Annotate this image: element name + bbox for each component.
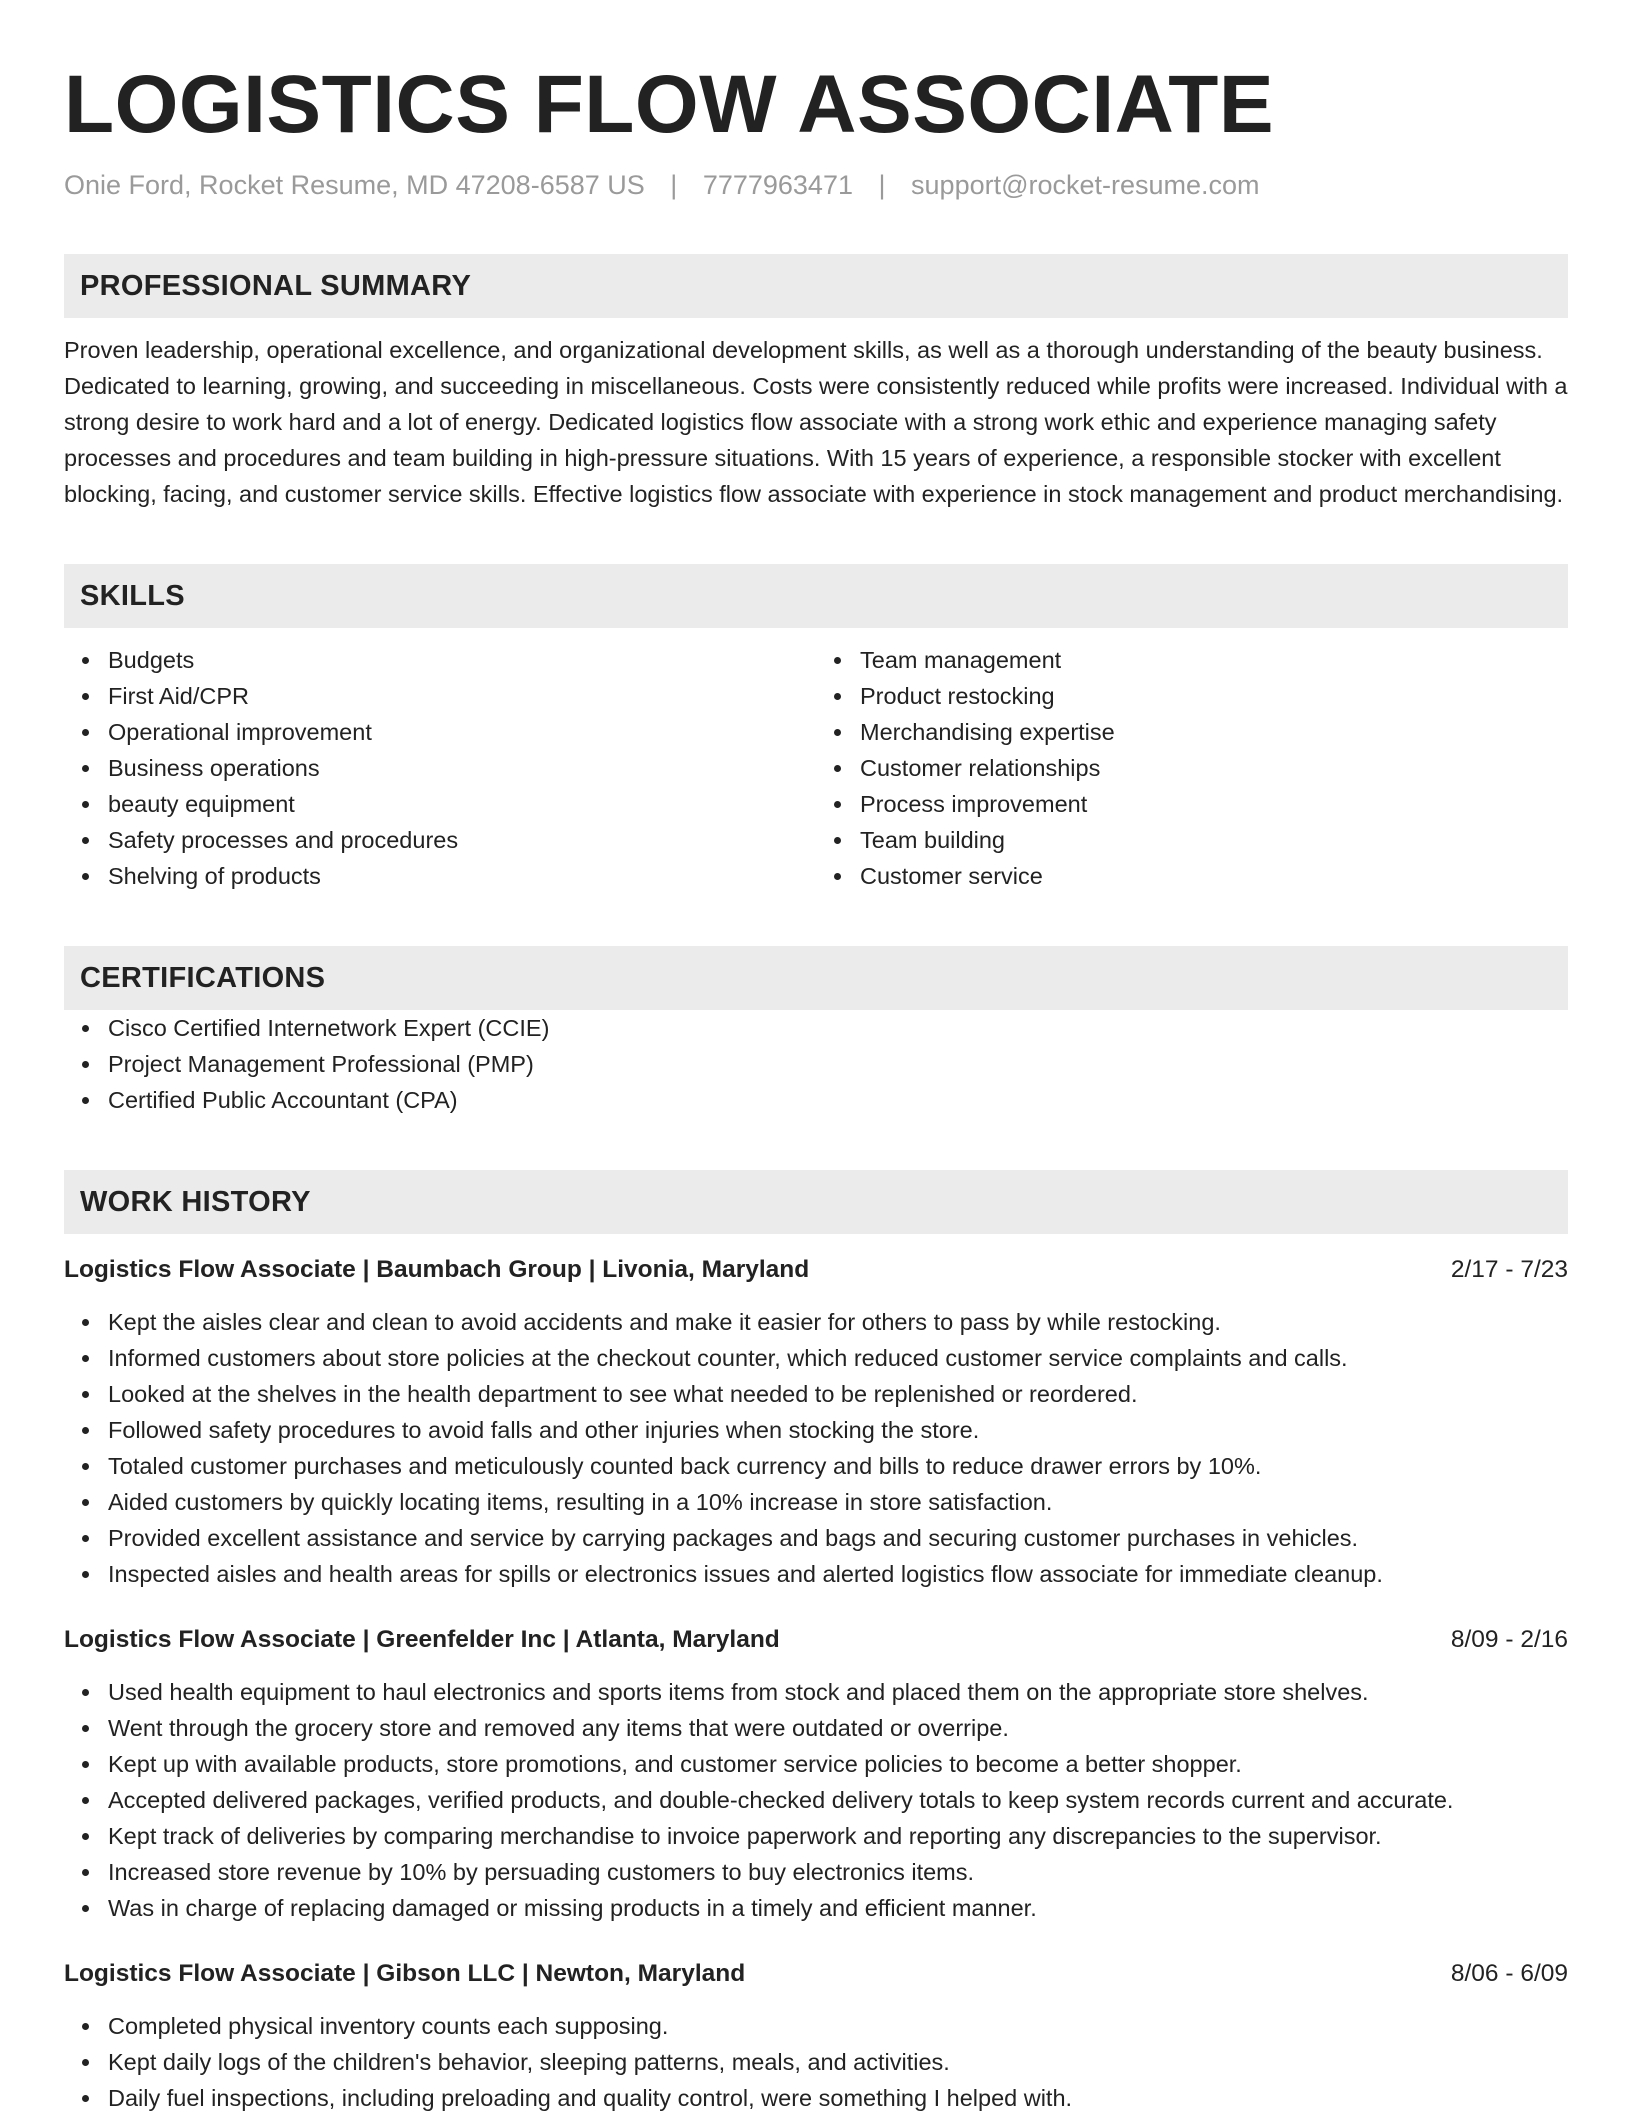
skill-item: beauty equipment <box>108 786 816 822</box>
job-bullet: Informed customers about store policies at the checkout counter, which reduced customer service complaints and calls. <box>108 1340 1568 1376</box>
job-title: Logistics Flow Associate | Baumbach Group | Livonia, Maryland <box>64 1256 810 1283</box>
job-header <box>64 1252 1568 1288</box>
work-history-section-header <box>64 1170 1568 1234</box>
summary-heading: PROFESSIONAL SUMMARY <box>80 269 472 302</box>
skill-item: Team management <box>860 642 1568 678</box>
skill-item: Process improvement <box>860 786 1568 822</box>
job-bullet: Kept up with available products, store promotions, and customer service policies to become a better shopper. <box>108 1746 1568 1782</box>
job-bullet: Kept daily logs of the children's behavior, sleeping patterns, meals, and activities. <box>108 2044 1568 2080</box>
skills-grid <box>64 642 1568 894</box>
skills-list-right <box>816 642 1568 894</box>
certification-item: Certified Public Accountant (CPA) <box>108 1082 1568 1118</box>
skill-item: Shelving of products <box>108 858 816 894</box>
job-header <box>64 1956 1568 1992</box>
job-bullet: Kept the aisles clear and clean to avoid accidents and make it easier for others to pass by while restocking. <box>108 1304 1568 1340</box>
skill-item: Business operations <box>108 750 816 786</box>
skill-item: Customer relationships <box>860 750 1568 786</box>
work-history-heading: WORK HISTORY <box>80 1185 311 1218</box>
skill-item: Safety processes and procedures <box>108 822 816 858</box>
contact-separator: | <box>878 170 886 200</box>
job-bullets <box>64 1304 1568 1592</box>
job-bullets <box>64 1674 1568 1926</box>
skill-item: First Aid/CPR <box>108 678 816 714</box>
job-bullet: Accepted delivered packages, verified products, and double-checked delivery totals to keep system records current and accurate. <box>108 1782 1568 1818</box>
summary-section-header <box>64 254 1568 318</box>
skills-section-header <box>64 564 1568 628</box>
resume-title: LOGISTICS FLOW ASSOCIATE <box>64 59 1275 150</box>
job-bullet: Completed physical inventory counts each supposing. <box>108 2008 1568 2044</box>
skill-item: Operational improvement <box>108 714 816 750</box>
job-dates: 8/06 - 6/09 <box>1450 1960 1568 1987</box>
job-bullet: Went through the grocery store and removed any items that were outdated or overripe. <box>108 1710 1568 1746</box>
contact-separator: | <box>670 170 678 200</box>
contact-address: Onie Ford, Rocket Resume, MD 47208-6587 US <box>64 170 645 200</box>
job-bullets <box>64 2008 1568 2116</box>
job-bullet: Inspected aisles and health areas for spills or electronics issues and alerted logistics flow associate for immediate cleanup. <box>108 1556 1568 1592</box>
job-bullet: Aided customers by quickly locating items, resulting in a 10% increase in store satisfaction. <box>108 1484 1568 1520</box>
job-bullet: Increased store revenue by 10% by persuading customers to buy electronics items. <box>108 1854 1568 1890</box>
job-bullet: Totaled customer purchases and meticulously counted back currency and bills to reduce drawer errors by 10%. <box>108 1448 1568 1484</box>
certifications-heading: CERTIFICATIONS <box>80 961 326 994</box>
job-entry <box>64 1252 1568 1592</box>
job-header <box>64 1622 1568 1658</box>
contact-line <box>64 168 1568 202</box>
skill-item: Team building <box>860 822 1568 858</box>
job-bullet: Was in charge of replacing damaged or missing products in a timely and efficient manner. <box>108 1890 1568 1926</box>
summary-text: Proven leadership, operational excellence, and organizational development skills, as well as a thorough understanding of the beauty business. Dedicated to learning, growing, and succeeding in miscellaneous. Costs were consistently reduced while profits were increased. Individual with a strong desire to work hard and a lot of energy. Dedicated logistics flow associate with a strong work ethic and experience managing safety processes and procedures and team building in high-pressure situations. With 15 years of experience, a responsible stocker with excellent blocking, facing, and customer service skills. Effective logistics flow associate with experience in stock management and product merchandising. <box>64 337 1568 507</box>
contact-email: support@rocket-resume.com <box>911 170 1260 200</box>
job-bullet: Daily fuel inspections, including preloading and quality control, were something I helped with. <box>108 2080 1568 2116</box>
contact-phone: 7777963471 <box>702 170 853 200</box>
job-bullet: Kept track of deliveries by comparing merchandise to invoice paperwork and reporting any discrepancies to the supervisor. <box>108 1818 1568 1854</box>
certifications-section-header <box>64 946 1568 1010</box>
job-title: Logistics Flow Associate | Greenfelder Inc | Atlanta, Maryland <box>64 1626 780 1653</box>
job-bullet: Followed safety procedures to avoid falls and other injuries when stocking the store. <box>108 1412 1568 1448</box>
skills-heading: SKILLS <box>80 579 185 612</box>
certifications-list <box>64 1010 1568 1118</box>
job-title: Logistics Flow Associate | Gibson LLC | Newton, Maryland <box>64 1960 746 1987</box>
job-bullet: Provided excellent assistance and service by carrying packages and bags and securing customer purchases in vehicles. <box>108 1520 1568 1556</box>
skill-item: Product restocking <box>860 678 1568 714</box>
skills-list-left <box>64 642 816 894</box>
skill-item: Budgets <box>108 642 816 678</box>
skill-item: Merchandising expertise <box>860 714 1568 750</box>
job-entry <box>64 1622 1568 1926</box>
resume-page <box>64 0 1568 2116</box>
certification-item: Project Management Professional (PMP) <box>108 1046 1568 1082</box>
job-entry <box>64 1956 1568 2116</box>
job-dates: 2/17 - 7/23 <box>1450 1256 1568 1283</box>
skill-item: Customer service <box>860 858 1568 894</box>
job-bullet: Looked at the shelves in the health department to see what needed to be replenished or reordered. <box>108 1376 1568 1412</box>
certification-item: Cisco Certified Internetwork Expert (CCIE) <box>108 1010 1568 1046</box>
job-dates: 8/09 - 2/16 <box>1450 1626 1568 1653</box>
job-bullet: Used health equipment to haul electronics and sports items from stock and placed them on the appropriate store shelves. <box>108 1674 1568 1710</box>
